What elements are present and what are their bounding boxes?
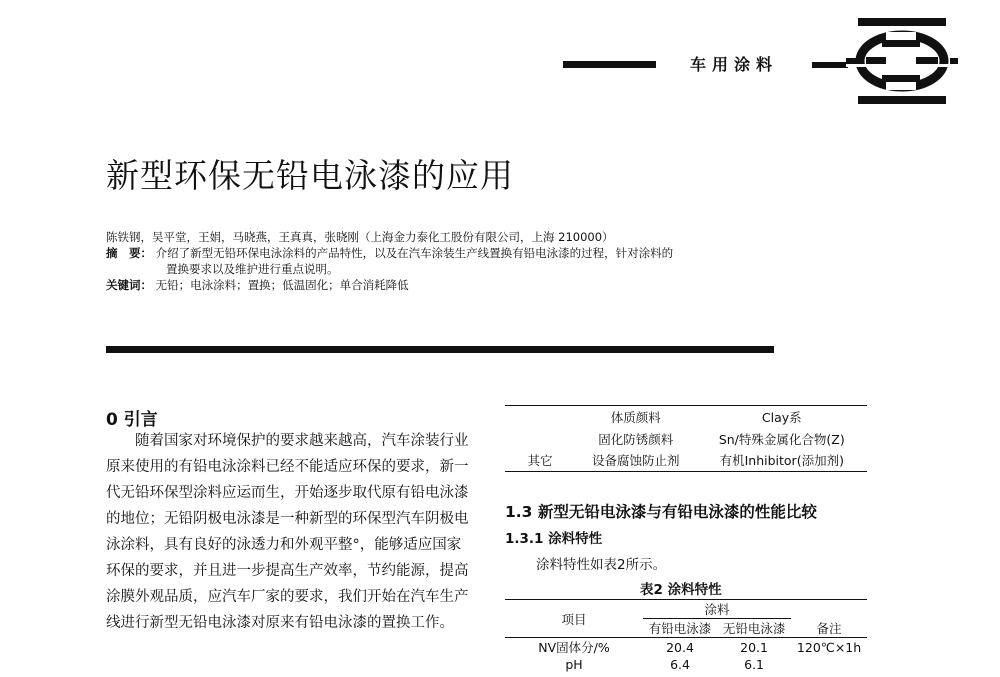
table-cell: 固化防锈颜料	[598, 431, 674, 447]
table-header: 项目	[505, 600, 643, 638]
table-row	[505, 428, 867, 450]
table-header-row	[505, 600, 867, 619]
header-rule-right	[812, 62, 848, 68]
abstract-label: 摘 要：	[106, 246, 152, 260]
table-row	[505, 450, 867, 472]
intro-heading: 0 引言	[106, 410, 158, 430]
table-header: 涂料	[643, 600, 791, 619]
table-cell: NV固体分/%	[538, 640, 610, 655]
table-cell: 体质颜料	[610, 409, 661, 425]
section-1-3-heading: 1.3 新型无铅电泳漆与有铅电泳漆的性能比较	[505, 503, 817, 521]
keywords-text: 无铅；电泳涂料；置换；低温固化；单合消耗降低	[155, 278, 409, 292]
table-cell: 20.1	[740, 639, 768, 655]
header-rule-left	[563, 61, 656, 68]
intro-paragraph: 随着国家对环境保护的要求越来越高，汽车涂装行业原来使用的有铅电泳涂料已经不能适应环保的要求，新一代无铅环保型涂料应运而生，开始逐步取代原有铅电泳漆的地位；无铅阴极电泳漆是一种新型的环保型汽车阴极电泳涂料，具有良好的泳透力和外观平整°，能够适应国家环保的要求，并且进一步提高生产效率，节约能源，提高涂膜外观品质，应汽车厂家的要求，我们开始在汽车生产线进行新型无铅电泳漆对原来有铅电泳漆的置换工作。	[106, 433, 469, 631]
table-cell	[505, 406, 575, 428]
journal-logo-icon	[846, 18, 966, 104]
table-cell	[791, 656, 867, 673]
table2	[505, 599, 867, 673]
abstract-text-1: 介绍了新型无铅环保电泳涂料的产品特性，以及在汽车涂装生产线置换有铅电泳漆的过程，针对涂料的	[155, 246, 674, 260]
table-cell: pH	[565, 657, 583, 672]
table-cell: 设备腐蚀防止剂	[592, 453, 680, 469]
table-cell: 120℃×1h	[796, 639, 862, 655]
table-header: 有铅电泳漆	[643, 619, 717, 638]
table-row	[505, 638, 867, 657]
table-header: 备注	[791, 619, 867, 638]
authors-line: 陈铁钢，吴平堂，王娟，马晓燕，王真真，张晓刚（上海金力泰化工股份有限公司，上海 210000）	[106, 230, 614, 244]
section-1-3-1-body: 涂料特性如表2所示。	[536, 557, 667, 573]
abstract-text-2: 置换要求以及维护进行重点说明。	[166, 262, 339, 276]
table-cell: 20.4	[666, 639, 694, 655]
table-header: 无铅电泳漆	[717, 619, 791, 638]
abstract-block	[106, 245, 806, 293]
section-1-3-1-heading: 1.3.1 涂料特性	[505, 531, 603, 547]
table1	[505, 405, 867, 472]
table-row	[505, 406, 867, 428]
table-cell: Clay系	[761, 409, 802, 425]
table-cell: Sn/特殊金属化合物(Z)	[718, 431, 845, 447]
keywords-label: 关键词：	[106, 278, 152, 292]
table-cell: 6.1	[744, 657, 765, 672]
table-row	[505, 656, 867, 673]
table-cell: 其它	[527, 453, 553, 469]
table-cell: 6.4	[670, 657, 690, 672]
table-cell	[505, 428, 575, 450]
article-title: 新型环保无铅电泳漆的应用	[106, 156, 514, 195]
separator-rule	[106, 346, 774, 353]
table2-caption: 表2 涂料特性	[640, 582, 722, 598]
table-header	[791, 600, 867, 619]
section-label: 车用涂料	[690, 55, 779, 74]
table-cell: 有机Inhibitor(添加剂)	[719, 453, 844, 469]
